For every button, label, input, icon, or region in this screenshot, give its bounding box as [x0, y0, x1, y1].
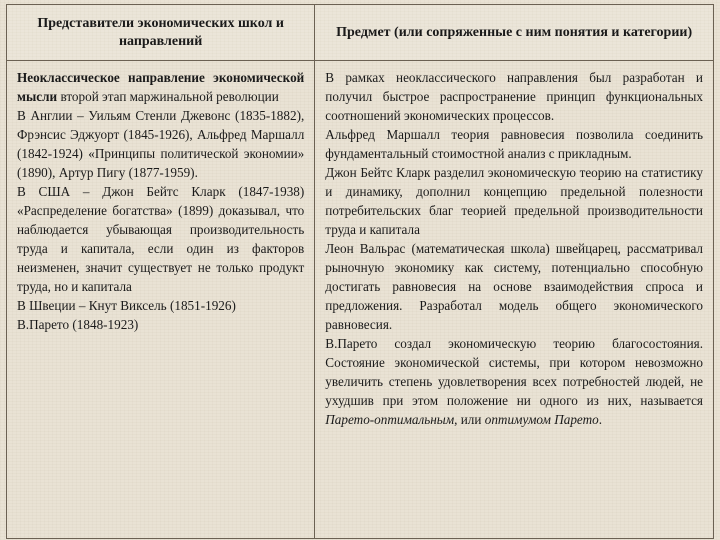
schools-table [6, 4, 714, 539]
right-paragraph-walras: Леон Вальрас (математическая школа) швейцарец, рассматривал рыночную экономику как систему, потенциально способную достигать равновесия на основе взаимодействия спроса и предложения. Разработал модель общего экономического равновесия. [325, 241, 703, 332]
header-representatives: Представители экономических школ и направлений [7, 5, 315, 61]
right-paragraph-principle: В рамках неоклассического направления был разработан и получил быстрое распространение принцип функциональных соотношений экономических процессов. [325, 70, 703, 123]
neoclassical-subtitle: второй этап маржинальной революции [57, 89, 279, 104]
left-paragraph-england: В Англии – Уильям Стенли Джевонс (1835-1882), Фрэнсис Эджуорт (1845-1926), Альфред Маршалл (1842-1924) «Принципы политической экономии» (1890), Артур Пигу (1877-1959). [17, 108, 305, 180]
pareto-connector: , или [454, 412, 485, 427]
table-header-row [7, 5, 714, 61]
left-paragraph-sweden: В Швеции – Кнут Виксель (1851-1926) [17, 298, 236, 313]
pareto-text: В.Парето создал экономическую теорию благосостояния. Состояние экономической системы, при котором невозможно увеличить степень удовлетворения всех потребностей людей, не ухудшив при этом положение ни одного из них, называется [325, 336, 703, 408]
left-paragraph-pareto: В.Парето (1848-1923) [17, 317, 139, 332]
neoclassical-heading: Неоклассическое направление экономической мысли [17, 70, 305, 104]
pareto-end: . [598, 412, 603, 427]
cell-representatives [7, 61, 315, 539]
right-paragraph-pareto [325, 334, 703, 429]
right-paragraph-marshall: Альфред Маршалл теория равновесия позволила соединить фундаментальный стоимостной анализ с прикладным. [325, 127, 703, 161]
pareto-optimum-term: оптимумом Парето [484, 412, 599, 427]
left-paragraph-usa: В США – Джон Бейтс Кларк (1847-1938) «Распределение богатства» (1899) доказывал, что наблюдается убывающая производительность труда и капитала, если один из факторов неизменен, значит существует не только продукт труда, но и капитала [17, 184, 305, 294]
right-paragraph-clark: Джон Бейтс Кларк разделил экономическую теорию на статистику и динамику, дополнил концепцию предельной полезности потребительских благ теорией предельной производительности труда и капитала [325, 165, 703, 237]
header-subject: Предмет (или сопряженные с ним понятия и категории) [315, 5, 714, 61]
left-paragraph-neoclassical [17, 68, 304, 106]
table-row [7, 61, 714, 539]
cell-subject [315, 61, 714, 539]
pareto-optimal-term: Парето-оптимальным [325, 412, 455, 427]
